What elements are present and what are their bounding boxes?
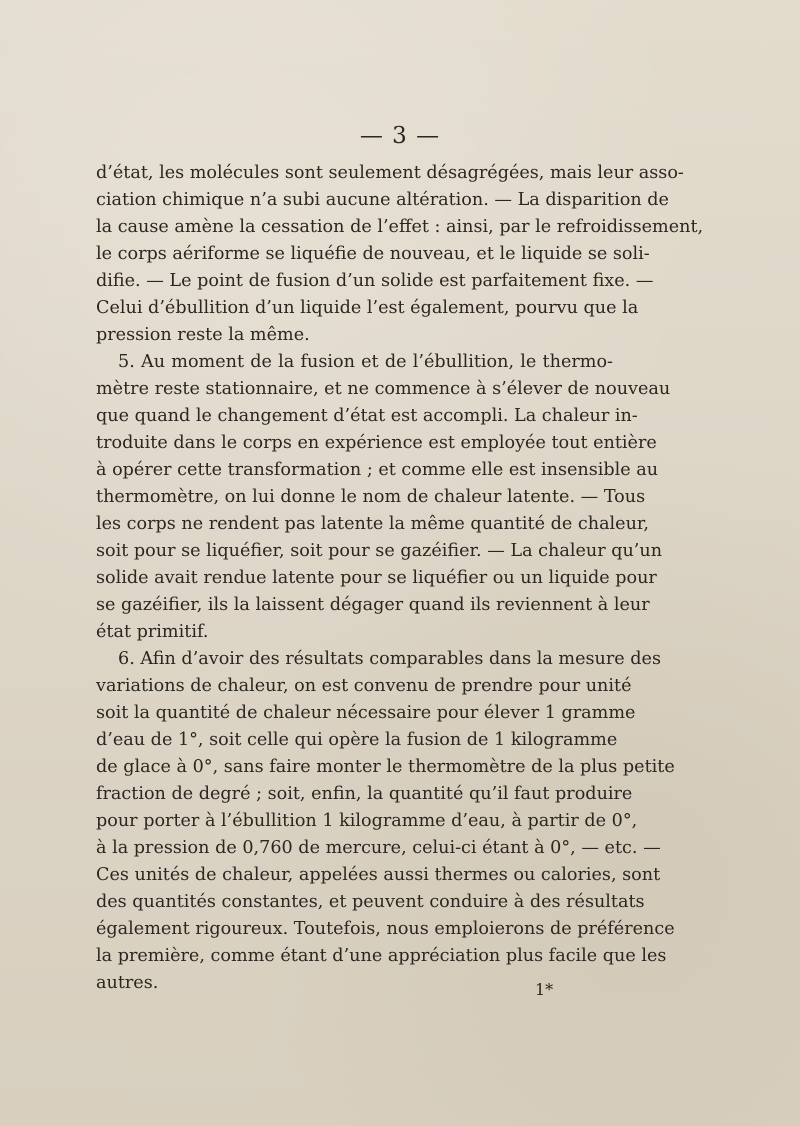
text-line: ciation chimique n’a subi aucune altération. — La disparition de	[96, 190, 669, 210]
text-line: à opérer cette transformation ; et comme elle est insensible au	[96, 460, 659, 480]
paragraph-6-first-line: 6. Afin d’avoir des résultats comparables dans la mesure des	[118, 649, 661, 669]
page-number: — 3 —	[359, 123, 441, 149]
paragraph-5-first-line: 5. Au moment de la fusion et de l’ébullition, le thermo-	[118, 352, 613, 372]
text-line: la première, comme étant d’une appréciation plus facile que les	[96, 946, 667, 966]
text-line: difie. — Le point de fusion d’un solide est parfaitement fixe. —	[96, 271, 654, 291]
text-line: les corps ne rendent pas latente la même quantité de chaleur,	[96, 514, 649, 534]
text-line: de glace à 0°, sans faire monter le thermomètre de la plus petite	[96, 757, 675, 777]
printer-signature-mark: 1*	[535, 980, 554, 999]
text-line: d’eau de 1°, soit celle qui opère la fusion de 1 kilogramme	[96, 730, 618, 750]
text-line: mètre reste stationnaire, et ne commence à s’élever de nouveau	[96, 379, 671, 399]
text-line: Celui d’ébullition d’un liquide l’est également, pourvu que la	[96, 298, 639, 318]
text-line: se gazéifier, ils la laissent dégager quand ils reviennent à leur	[96, 595, 650, 615]
text-line: état primitif.	[96, 622, 209, 642]
body-text	[96, 160, 704, 997]
text-line: variations de chaleur, on est convenu de prendre pour unité	[96, 676, 632, 696]
text-line: fraction de degré ; soit, enfin, la quantité qu’il faut produire	[96, 784, 633, 804]
text-line: que quand le changement d’état est accompli. La chaleur in-	[96, 406, 638, 426]
text-line: d’état, les molécules sont seulement désagrégées, mais leur asso-	[96, 163, 684, 183]
text-line: à la pression de 0,760 de mercure, celui-ci étant à 0°, — etc. —	[96, 838, 661, 858]
text-line: pour porter à l’ébullition 1 kilogramme d’eau, à partir de 0°,	[96, 811, 638, 831]
text-line: autres.	[96, 973, 159, 993]
text-line: thermomètre, on lui donne le nom de chaleur latente. — Tous	[96, 487, 646, 507]
text-line: des quantités constantes, et peuvent conduire à des résultats	[96, 892, 645, 912]
text-line: le corps aériforme se liquéfie de nouveau, et le liquide se soli-	[96, 244, 650, 264]
text-line: également rigoureux. Toutefois, nous emploierons de préférence	[96, 919, 675, 939]
text-line: Ces unités de chaleur, appelées aussi thermes ou calories, sont	[96, 865, 661, 885]
text-line: la cause amène la cessation de l’effet : ainsi, par le refroidissement,	[96, 217, 704, 237]
text-line: troduite dans le corps en expérience est employée tout entière	[96, 433, 657, 453]
text-line: soit la quantité de chaleur nécessaire pour élever 1 gramme	[96, 703, 636, 723]
text-line: solide avait rendue latente pour se liquéfier ou un liquide pour	[96, 568, 657, 588]
text-line: soit pour se liquéfier, soit pour se gazéifier. — La chaleur qu’un	[96, 541, 663, 561]
text-line: pression reste la même.	[96, 325, 310, 345]
